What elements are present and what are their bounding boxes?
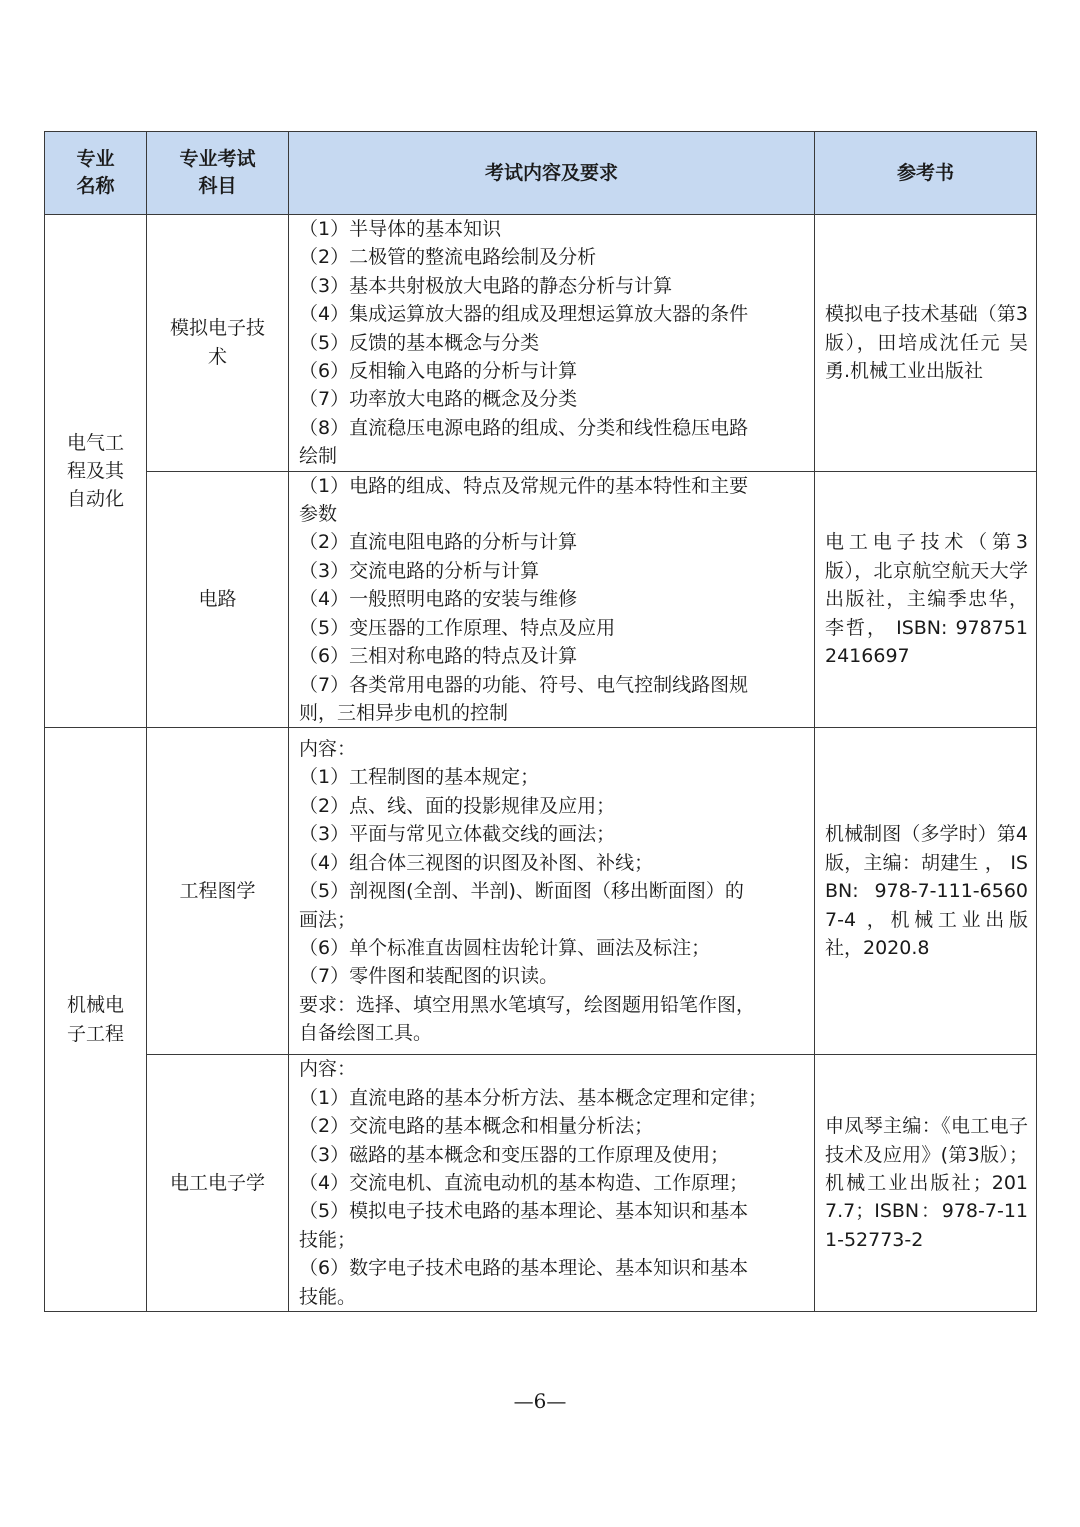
content-line: （5）剖视图(全剖、半剖)、断面图（移出断面图）的 xyxy=(299,880,744,903)
content-line: 画法； xyxy=(299,908,357,931)
content-line: （3）交流电路的分析与计算 xyxy=(299,559,540,582)
header-exam-subject: 专业考试 科目 xyxy=(147,132,289,215)
content-line: （5）反馈的基本概念与分类 xyxy=(299,331,540,354)
content-line: 技能。 xyxy=(299,1285,357,1308)
content-line: （7）功率放大电路的概念及分类 xyxy=(299,388,578,411)
reference-text: 模拟电子技术基础（第3版），田培成沈任元 吴勇.机械工业出版社 xyxy=(825,303,1028,383)
content-line: 内容： xyxy=(299,738,357,761)
content-line: （8）直流稳压电源电路的组成、分类和线性稳压电路 xyxy=(299,416,749,439)
content-line: （5）变压器的工作原理、特点及应用 xyxy=(299,616,616,639)
reference-text: 电工电子技术（第3版），北京航空航天大学出版社，主编季忠华， 李哲， ISBN: 9787512416697 xyxy=(825,531,1028,668)
content-cell xyxy=(289,728,815,1055)
table-row xyxy=(45,1055,1037,1312)
table-header-row xyxy=(45,132,1037,215)
content-line: （4）一般照明电路的安装与维修 xyxy=(299,588,578,611)
content-line: 要求：选择、填空用黑水笔填写，绘图题用铅笔作图， xyxy=(299,993,756,1016)
content-line: （6）三相对称电路的特点及计算 xyxy=(299,645,578,668)
content-line: 自备绘图工具。 xyxy=(299,1022,433,1045)
content-line: 参数 xyxy=(299,503,338,526)
subject-name-cell: 模拟电子技 术 xyxy=(147,215,289,472)
reference-text: 机械制图（多学时）第4版，主编：胡建生 ， ISBN: 978-7-111-65607-4 ，机械工业出版社，2020.8 xyxy=(825,823,1028,959)
content-line: （6）反相输入电路的分析与计算 xyxy=(299,360,578,383)
content-line: （1）电路的组成、特点及常规元件的基本特性和主要 xyxy=(299,474,749,497)
content-line: 则，三相异步电机的控制 xyxy=(299,701,509,724)
content-line: （4）集成运算放大器的组成及理想运算放大器的条件 xyxy=(299,303,749,326)
content-line: （7）各类常用电器的功能、符号、电气控制线路图规 xyxy=(299,673,749,696)
subject-name-cell: 电工电子学 xyxy=(147,1055,289,1312)
content-line: 内容： xyxy=(299,1058,357,1081)
content-line: （4）组合体三视图的识图及补图、补线； xyxy=(299,851,654,874)
table-row xyxy=(45,728,1037,1055)
content-line: （2）直流电阻电路的分析与计算 xyxy=(299,531,578,554)
content-line: （3）平面与常见立体截交线的画法； xyxy=(299,823,616,846)
reference-cell xyxy=(815,728,1037,1055)
content-line: （3）磁路的基本概念和变压器的工作原理及使用； xyxy=(299,1143,730,1166)
content-line: （6）单个标准直齿圆柱齿轮计算、画法及标注； xyxy=(299,936,711,959)
header-exam-content: 考试内容及要求 xyxy=(289,132,815,215)
subject-name-cell: 电路 xyxy=(147,471,289,728)
content-line: 绘制 xyxy=(299,445,338,468)
content-line: 技能； xyxy=(299,1228,357,1251)
reference-cell xyxy=(815,471,1037,728)
content-line: （2）点、线、面的投影规律及应用； xyxy=(299,794,616,817)
content-cell xyxy=(289,215,815,472)
page-number: —6— xyxy=(513,1389,567,1413)
header-major-name: 专业 名称 xyxy=(45,132,147,215)
major-name-cell: 电气工 程及其 自动化 xyxy=(45,215,147,728)
content-line: （2）交流电路的基本概念和相量分析法； xyxy=(299,1115,654,1138)
table-row xyxy=(45,471,1037,728)
reference-cell xyxy=(815,1055,1037,1312)
content-line: （6）数字电子技术电路的基本理论、基本知识和基本 xyxy=(299,1257,749,1280)
content-line: （4）交流电机、直流电动机的基本构造、工作原理； xyxy=(299,1171,749,1194)
content-line: （7）零件图和装配图的识读。 xyxy=(299,965,559,988)
content-line: （1）工程制图的基本规定； xyxy=(299,766,540,789)
content-line: （5）模拟电子技术电路的基本理论、基本知识和基本 xyxy=(299,1200,749,1223)
subject-name-cell: 工程图学 xyxy=(147,728,289,1055)
content-line: （2）二极管的整流电路绘制及分析 xyxy=(299,246,597,269)
content-cell xyxy=(289,1055,815,1312)
content-cell xyxy=(289,471,815,728)
reference-cell xyxy=(815,215,1037,472)
content-line: （1）半导体的基本知识 xyxy=(299,218,502,240)
table-row xyxy=(45,215,1037,472)
reference-text: 申凤琴主编：《电工电子技术及应用》(第3版）；机械工业出版社；2017.7；ISBN：978-7-111-52773-2 xyxy=(825,1115,1028,1251)
content-line: （3）基本共射极放大电路的静态分析与计算 xyxy=(299,274,673,297)
header-reference-book: 参考书 xyxy=(815,132,1037,215)
major-name-cell: 机械电 子工程 xyxy=(45,728,147,1312)
content-line: （1）直流电路的基本分析方法、基本概念定理和定律； xyxy=(299,1086,768,1109)
exam-requirements-table xyxy=(44,131,1037,1312)
